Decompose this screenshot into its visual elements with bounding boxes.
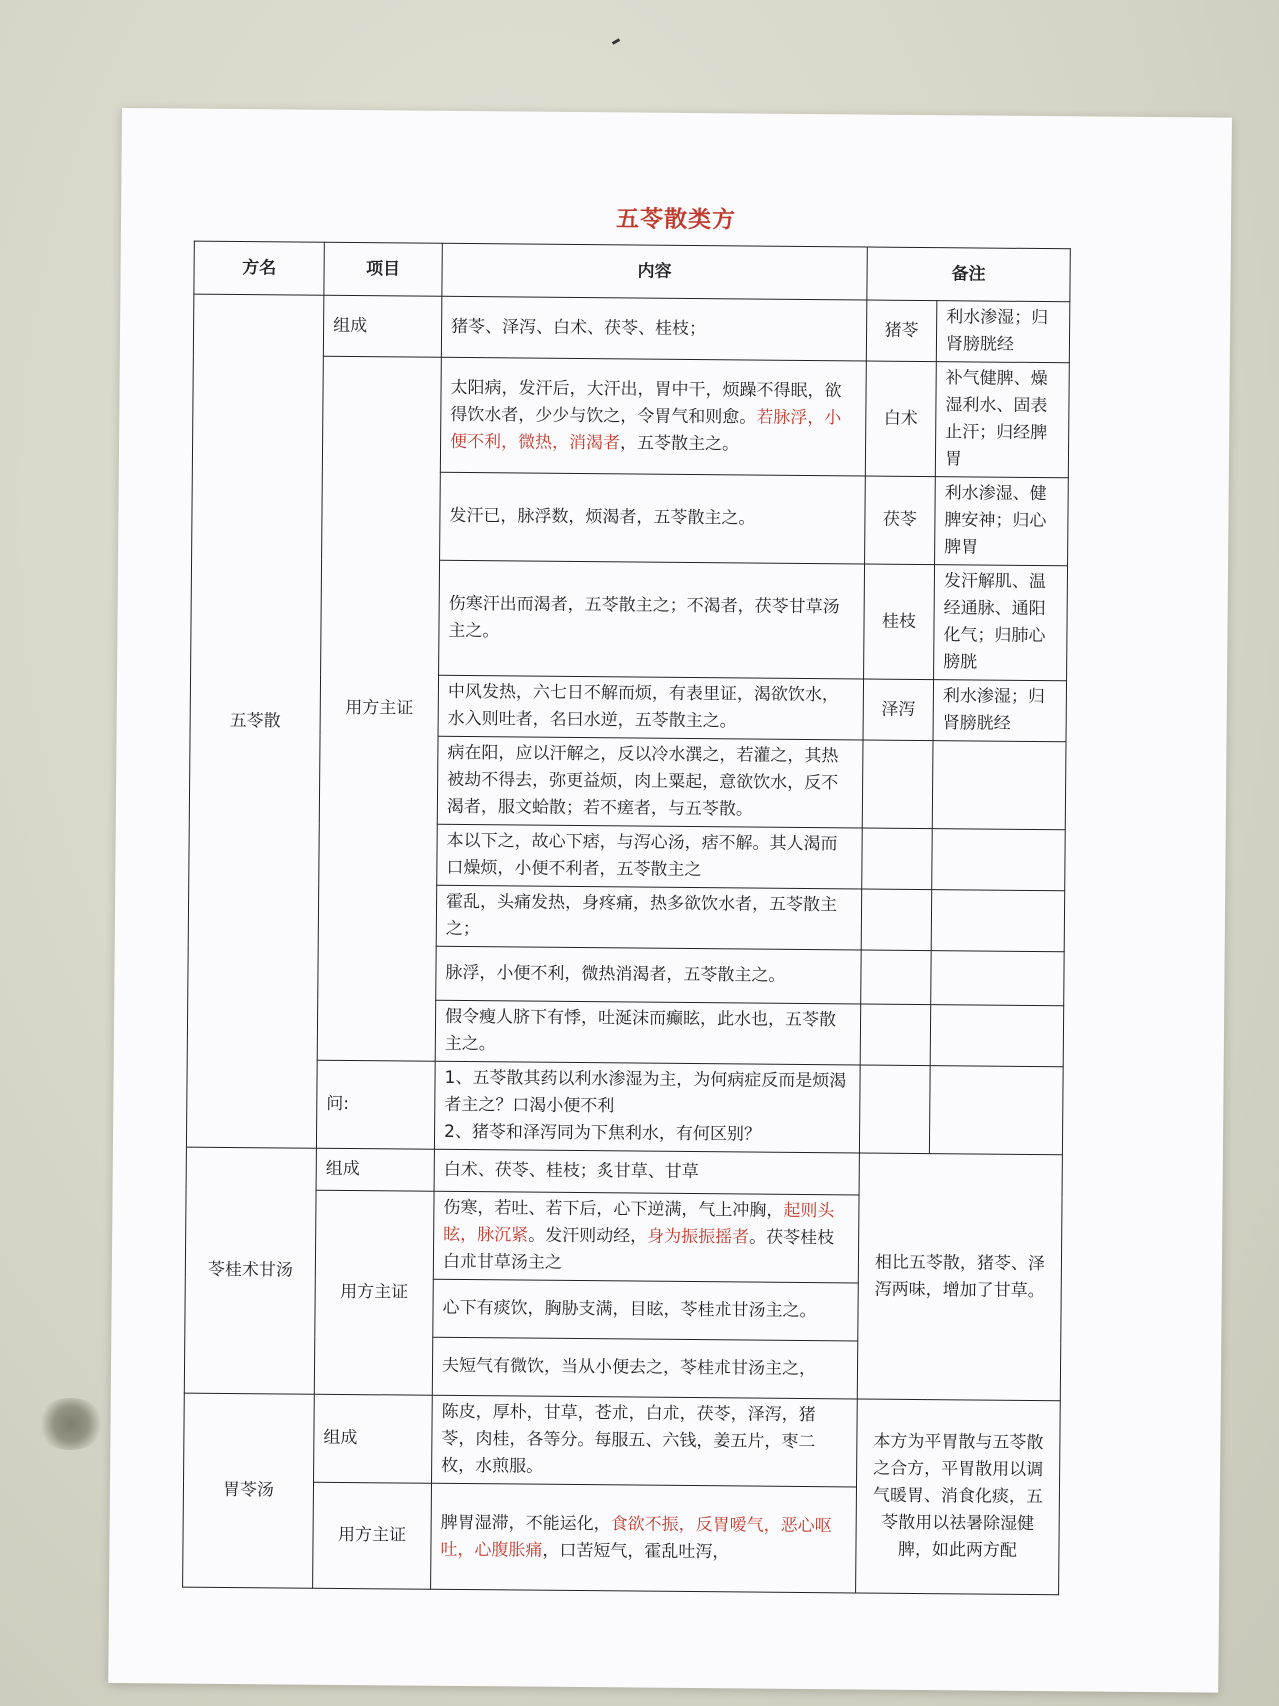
empty-cell: [929, 1066, 1063, 1155]
empty-cell: [931, 890, 1065, 952]
empty-cell: [930, 1005, 1064, 1067]
item-label: 用方主证: [317, 356, 441, 1061]
note-cell: 相比五苓散，猪苓、泽泻两味，增加了甘草。: [857, 1153, 1062, 1401]
empty-cell: [861, 950, 931, 1005]
herb-note: 利水渗湿；归肾膀胱经: [933, 680, 1067, 742]
usage-cell: 夫短气有微饮，当从小便去之，苓桂朮甘汤主之，: [432, 1337, 857, 1399]
text-span: ，口苦短气，霍乱吐泻，: [542, 1540, 730, 1562]
formula-name: 苓桂术甘汤: [184, 1147, 316, 1394]
herb-name: 桂枝: [864, 564, 935, 680]
usage-cell: 脉浮，小便不利，微热消渴者，五苓散主之。: [436, 946, 861, 1004]
usage-cell: [440, 357, 866, 476]
herb-name: 泽泻: [863, 679, 934, 741]
empty-cell: [932, 829, 1066, 891]
usage-cell: [433, 1191, 859, 1283]
usage-cell: 假令瘦人脐下有悸，吐涎沫而癫眩，此水也，五苓散主之。: [435, 1000, 861, 1065]
table-row: [184, 1393, 1061, 1489]
header-row: [194, 241, 1070, 302]
item-label: 问:: [316, 1060, 435, 1149]
usage-cell: 病在阳，应以汗解之，反以冷水潠之，若灌之，其热被劫不得去，弥更益烦，肉上粟起，意欲饮水，反不渴者，服文蛤散；若不瘥者，与五苓散。: [437, 736, 863, 828]
herb-note: 发汗解肌、温经通脉、通阳化气；归肺心膀胱: [934, 565, 1068, 681]
herb-note: 利水渗湿；归肾膀胱经: [936, 301, 1070, 363]
formula-name: 胃苓汤: [183, 1393, 315, 1588]
text-span: 太阳病，发汗后，大汗出，胃中干，烦躁不得眠，欲得饮水者，少少与饮之，令胃气和则愈。: [450, 377, 842, 428]
item-label: 用方主证: [314, 1190, 434, 1395]
highlight-text: 身为振振摇者: [647, 1226, 750, 1248]
highlight-text: 起则头眩，脉沉紧: [443, 1200, 835, 1246]
empty-cell: [861, 889, 932, 951]
usage-cell: 伤寒汗出而渴者，五苓散主之；不渴者，茯苓甘草汤主之。: [439, 560, 865, 679]
text-span: 。发汗则动经，: [528, 1225, 648, 1247]
text-span: 脾胃湿滞，不能运化，: [440, 1512, 611, 1534]
item-label: 组成: [316, 1148, 434, 1191]
dust-speck: [612, 38, 620, 45]
empty-cell: [859, 1065, 930, 1154]
herb-note: 补气健脾、燥湿利水、固表止汗；归经脾胃: [935, 362, 1069, 478]
composition-cell: 白术、茯苓、桂枝；炙甘草、甘草: [434, 1149, 859, 1195]
paper-stain: [36, 1398, 106, 1450]
table-row: [186, 1059, 1063, 1155]
question-cell: [434, 1061, 860, 1153]
composition-cell: 猪苓、泽泻、白术、茯苓、桂枝；: [441, 296, 867, 361]
question-line: 1、五苓散其药以利水渗湿为主，为何病症反而是烦渴者主之？口渴小便不利: [444, 1067, 847, 1117]
item-label: 用方主证: [313, 1482, 432, 1589]
usage-cell: 发汗已，脉浮数，烦渴者，五苓散主之。: [440, 472, 866, 564]
header-item: 项目: [324, 242, 442, 296]
herb-name: 猪苓: [866, 300, 937, 362]
empty-cell: [862, 740, 933, 829]
herb-name: 白术: [865, 361, 936, 477]
usage-cell: 中风发热，六七日不解而烦，有表里证，渴欲饮水，水入则吐者，名曰水逆，五苓散主之。: [438, 675, 864, 740]
herb-note: 利水渗湿、健脾安神；归心脾胃: [935, 477, 1069, 566]
header-content: 内容: [442, 243, 867, 300]
question-line: 2、猪苓和泽泻同为下焦利水，有何区别？: [443, 1121, 761, 1145]
empty-cell: [932, 741, 1066, 830]
highlight-text: 食欲不振，反胃嗳气，恶心呕吐，心腹胀痛: [440, 1513, 832, 1561]
header-name: 方名: [194, 241, 324, 295]
note-cell: 本方为平胃散与五苓散之合方，平胃散用以调气暖胃、消食化痰，五苓散用以祛暑除湿健脾，如此两方配: [856, 1399, 1061, 1595]
formula-name: 五苓散: [186, 294, 323, 1148]
empty-cell: [862, 828, 933, 890]
table-row: [193, 294, 1069, 363]
empty-cell: [860, 1004, 931, 1066]
header-notes: 备注: [867, 247, 1070, 302]
herb-name: 茯苓: [865, 476, 936, 565]
table-row: [192, 355, 1069, 478]
text-span: 。茯苓桂枝白朮甘草汤主之: [442, 1227, 835, 1273]
text-span: ，五苓散主之。: [620, 432, 740, 454]
highlight-text: 若脉浮，小便不利，微热，消渴者: [450, 407, 842, 453]
usage-cell: 霍乱，头痛发热，身疼痛，热多欲饮水者，五苓散主之；: [436, 885, 862, 950]
empty-cell: [931, 951, 1064, 1006]
formula-table: [182, 241, 1071, 1596]
usage-cell: [431, 1483, 857, 1593]
page-title: 五苓散类方: [615, 206, 737, 234]
composition-cell: 陈皮，厚朴，甘草，苍朮，白朮，茯苓，泽泻，猪苓，肉桂，各等分。每服五、六钱，姜五片，枣二枚，水煎服。: [432, 1395, 858, 1487]
document-page: [108, 108, 1232, 1693]
item-label: 组成: [314, 1394, 433, 1483]
text-span: 伤寒，若吐、若下后，心下逆满，气上冲胸，: [443, 1197, 784, 1221]
usage-cell: 心下有痰饮，胸胁支满，目眩，苓桂朮甘汤主之。: [433, 1279, 858, 1341]
item-label: 组成: [323, 295, 442, 357]
usage-cell: 本以下之，故心下痞，与泻心汤，痞不解。其人渴而口燥烦，小便不利者，五苓散主之: [437, 824, 863, 889]
